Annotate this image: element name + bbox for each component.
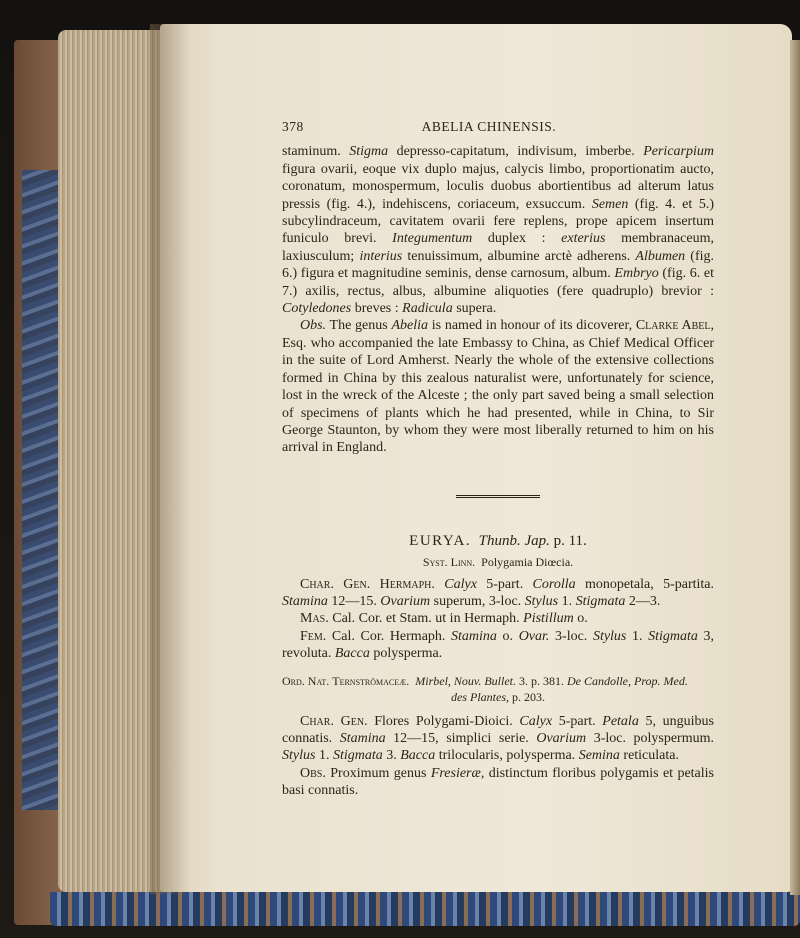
observation-paragraph: Obs. The genus Abelia is named in honour of its dicoverer, Clarke Abel, Esq. who accompanied the late Embassy to China, as Chief Medical Officer in the suite of Lord Amherst. Nearly the whole of the extensive collections formed in China by this zealous naturalist were, unfortunately for science, lost in the wreck of the Alceste ; the only part saved being a small selection of specimens of plants which he had presented, while in China, to Sir George Staunton, by whom they were most liberally returned to him on his arrival in England. <box>282 318 714 456</box>
book-bottom-edge <box>50 892 800 926</box>
system-line: Syst. Linn. Polygamia Diœcia. <box>422 555 574 570</box>
natural-order: Ord. Nat. Ternströmaceæ. Mirbel, Nouv. Bullet. 3. p. 381. De Candolle, Prop. Med. des Plantes, p. 203. <box>282 673 688 704</box>
page-number: 378 <box>282 119 304 134</box>
char-mas: Mas. Cal. Cor. et Stam. ut in Hermaph. Pistillum o. <box>300 611 588 627</box>
char-gen-dioici: Char. Gen. Flores Polygami-Dioici. Calyx 5-part. Petala 5, unguibus connatis. Stamina 12—15, simplici serie. Ovarium 3-loc. polyspermum. Stylus 1. Stigmata 3. Bacca trilocularis, polysperma. Semina reticulata. <box>282 713 715 764</box>
char-fem: Fem. Cal. Cor. Hermaph. Stamina o. Ovar. 3-loc. Stylus 1. Stigmata 3, revoluta. Bacca polysperma. <box>282 628 715 662</box>
description-paragraph: staminum. Stigma depresso-capitatum, indivisum, imberbe. Pericarpium figura ovarii, eoque vix duplo majus, calycis limbo, proportionatim aucto, coronatum, monospermum, loculis duobus abortientibus ad alterum latus pressis (fig. 4.), indehiscens, coriaceum, exsuccum. Semen (fig. 4. et 5.) subcylindraceum, cavitatem ovarii fere replens, prope apicem insertum funiculo brevi. Integumentum duplex : exterius membranaceum, laxiusculum; interius tenuissimum, albumine arctè adherens. Albumen (fig. 6.) figura et magnitudine seminis, dense carnosum, album. Embryo (fig. 6. et 7.) axilis, rectus, albus, albumine aliquoties (fere quadruplo) brevior : Cotyledones breves : Radicula supera. <box>282 144 714 317</box>
genus-heading: EURYA. Thunb. Jap. p. 11. <box>409 532 587 549</box>
right-page-edge <box>790 40 800 895</box>
observation-eurya: Obs. Proximum genus Fresieræ, distinctum floribus polygamis et petalis basi connatis. <box>282 765 714 799</box>
page-header <box>282 118 714 135</box>
char-gen-hermaph: Char. Gen. Hermaph. Calyx 5-part. Corolla monopetala, 5-partita. Stamina 12—15. Ovarium superum, 3-loc. Stylus 1. Stigmata 2—3. <box>282 576 715 609</box>
running-head: ABELIA CHINENSIS. <box>421 119 557 134</box>
page-text <box>282 118 714 800</box>
marbled-cover <box>22 170 62 810</box>
section-divider <box>282 483 714 513</box>
gutter-shadow <box>150 24 190 894</box>
